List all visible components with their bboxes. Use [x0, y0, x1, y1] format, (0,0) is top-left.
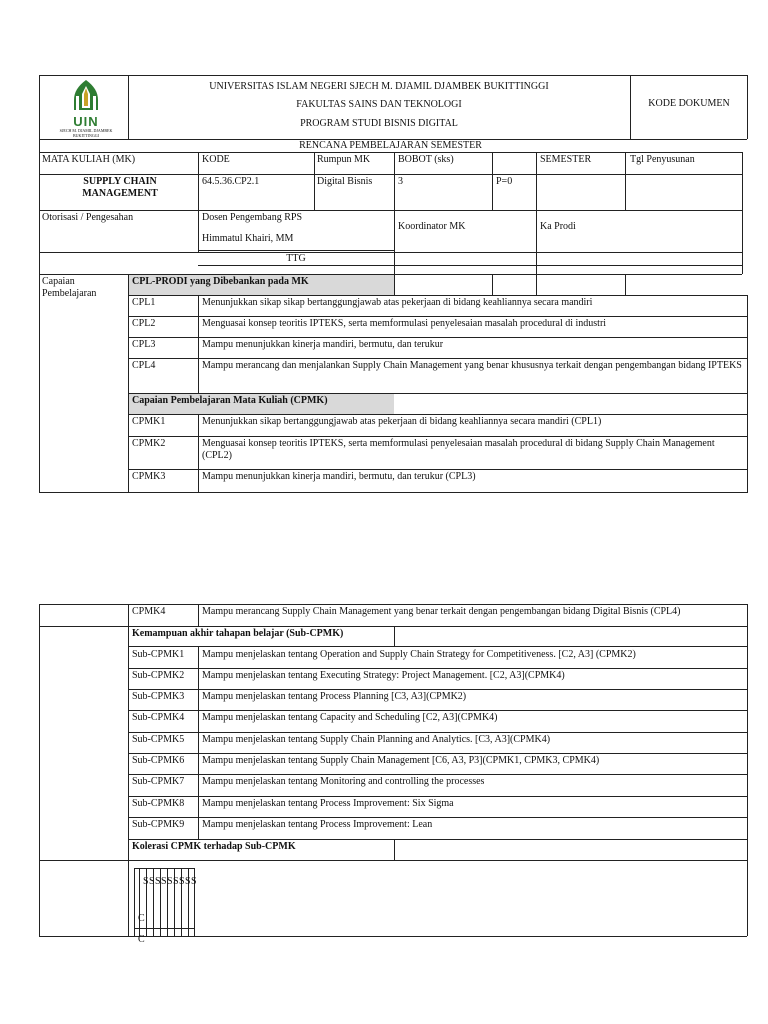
cpl-code: CPL1	[132, 297, 156, 308]
course-p: P=0	[496, 176, 513, 187]
sub-cpmk-code: Sub-CPMK5	[132, 734, 185, 745]
col-bobot: BOBOT (sks)	[398, 154, 454, 165]
course-code: 64.5.36.CP2.1	[202, 176, 260, 187]
cpl-text: Mampu menunjukkan kinerja mandiri, bermutu, dan terukur	[202, 339, 444, 350]
cpmk-text: Menguasai konsep teoritis IPTEKS, serta memformulasi penyelesaian masalah procedural di bidang Supply Chain Management (CPL2)	[202, 438, 715, 461]
cpl-code: CPL4	[132, 360, 156, 371]
cpmk-code: CPMK3	[132, 471, 166, 482]
sub-cpmk-code: Sub-CPMK6	[132, 755, 185, 766]
matrix-header-s: S	[191, 876, 197, 887]
sub-cpmk-text: Mampu menjelaskan tentang Capacity and Scheduling [C2, A3](CPMK4)	[202, 712, 498, 723]
matrix-row-c: C	[138, 913, 145, 924]
sub-cpmk-code: Sub-CPMK4	[132, 712, 185, 723]
cpmk-code: CPMK4	[132, 606, 166, 617]
logo-text: UIN	[73, 114, 99, 129]
matrix-header-s: S	[149, 876, 155, 887]
sub-cpmk-heading: Kemampuan akhir tahapan belajar (Sub-CPMK)	[132, 628, 344, 639]
capaian-label: Capaian Pembelajaran	[42, 276, 97, 299]
cpl-text: Menguasai konsep teoritis IPTEKS, serta memformulasi penyelesaian masalah procedural di industri	[202, 318, 607, 329]
sub-cpmk-text: Mampu menjelaskan tentang Monitoring and controlling the processes	[202, 776, 485, 787]
sub-cpmk-text: Mampu menjelaskan tentang Process Improvement: Six Sigma	[202, 798, 454, 809]
col-semester: SEMESTER	[540, 154, 592, 165]
sub-cpmk-text: Mampu menjelaskan tentang Process Improvement: Lean	[202, 819, 433, 830]
sub-cpmk-code: Sub-CPMK7	[132, 776, 185, 787]
cpmk-text: Menunjukkan sikap bertanggungjawab atas pekerjaan di bidang keahliannya secara mandiri (CPL1)	[202, 416, 602, 427]
cpmk-text: Mampu merancang Supply Chain Management yang benar terkait dengan pengembangan bidang Digital Bisnis (CPL4)	[202, 606, 681, 617]
university-name: UNIVERSITAS ISLAM NEGERI SJECH M. DJAMIL DJAMBEK BUKITTINGGI	[209, 81, 549, 92]
cpl-text: Menunjukkan sikap sikap bertanggungjawab atas pekerjaan di bidang keahliannya secara mandiri	[202, 297, 593, 308]
auth-label: Otorisasi / Pengesahan	[42, 212, 134, 223]
doc-title: RENCANA PEMBELAJARAN SEMESTER	[299, 140, 482, 151]
matrix-header-s: S	[161, 876, 167, 887]
program-name: PROGRAM STUDI BISNIS DIGITAL	[300, 118, 458, 129]
doc-code-label: KODE DOKUMEN	[648, 98, 730, 109]
logo-caption: SJECH M. DJAMIL DJAMBEK	[59, 128, 113, 133]
matrix-header-s: S	[143, 876, 149, 887]
col-rumpun: Rumpun MK	[317, 154, 371, 165]
col-mk: MATA KULIAH (MK)	[42, 154, 136, 165]
sub-cpmk-text: Mampu menjelaskan tentang Process Planning [C3, A3](CPMK2)	[202, 691, 467, 702]
sub-cpmk-code: Sub-CPMK8	[132, 798, 185, 809]
sub-cpmk-text: Mampu menjelaskan tentang Supply Chain Planning and Analytics. [C3, A3](CPMK4)	[202, 734, 551, 745]
sub-cpmk-text: Mampu menjelaskan tentang Operation and Supply Chain Strategy for Competitiveness. [C2, A3] (CPMK2)	[202, 649, 636, 660]
dosen-label: Dosen Pengembang RPS	[202, 212, 302, 223]
sub-cpmk-text: Mampu menjelaskan tentang Executing Strategy: Project Management. [C2, A3](CPMK4)	[202, 670, 565, 681]
matrix-header-s: S	[155, 876, 161, 887]
cpl-code: CPL2	[132, 318, 156, 329]
sub-cpmk-code: Sub-CPMK2	[132, 670, 185, 681]
matrix-row-c: C	[138, 934, 145, 945]
sub-cpmk-code: Sub-CPMK3	[132, 691, 185, 702]
cpl-code: CPL3	[132, 339, 156, 350]
course-name: SUPPLY CHAIN MANAGEMENT	[82, 176, 158, 199]
ttg-label: TTG	[286, 253, 306, 264]
col-kode: KODE	[202, 154, 230, 165]
course-t: 3	[398, 176, 403, 187]
cpmk-heading: Capaian Pembelajaran Mata Kuliah (CPMK)	[132, 395, 328, 406]
kaprodi-label: Ka Prodi	[540, 221, 576, 232]
sub-cpmk-code: Sub-CPMK1	[132, 649, 185, 660]
sub-cpmk-text: Mampu menjelaskan tentang Supply Chain Management [C6, A3, P3](CPMK1, CPMK3, CPMK4)	[202, 755, 600, 766]
matrix-header-s: S	[167, 876, 173, 887]
faculty-name: FAKULTAS SAINS DAN TEKNOLOGI	[296, 99, 462, 110]
sub-cpmk-code: Sub-CPMK9	[132, 819, 185, 830]
korelasi-heading: Kolerasi CPMK terhadap Sub-CPMK	[132, 841, 296, 852]
cpmk-code: CPMK2	[132, 438, 166, 449]
cpmk-code: CPMK1	[132, 416, 166, 427]
logo-caption-2: BUKITTINGGI	[73, 133, 99, 138]
cpmk-text: Mampu menunjukkan kinerja mandiri, bermutu, dan terukur (CPL3)	[202, 471, 476, 482]
cpl-heading: CPL-PRODI yang Dibebankan pada MK	[132, 276, 309, 287]
cpl-text: Mampu merancang dan menjalankan Supply Chain Management yang benar khususnya terkait dengan pengembangan bidang IPTEKS	[202, 360, 742, 371]
matrix-header-s: S	[173, 876, 179, 887]
koordinator-label: Koordinator MK	[398, 221, 466, 232]
col-tgl: Tgl Penyusunan	[630, 154, 695, 165]
matrix-header-s: S	[179, 876, 185, 887]
dosen-name: Himmatul Khairi, MM	[202, 233, 294, 244]
matrix-header-s: S	[185, 876, 191, 887]
course-rumpun: Digital Bisnis	[317, 176, 373, 187]
